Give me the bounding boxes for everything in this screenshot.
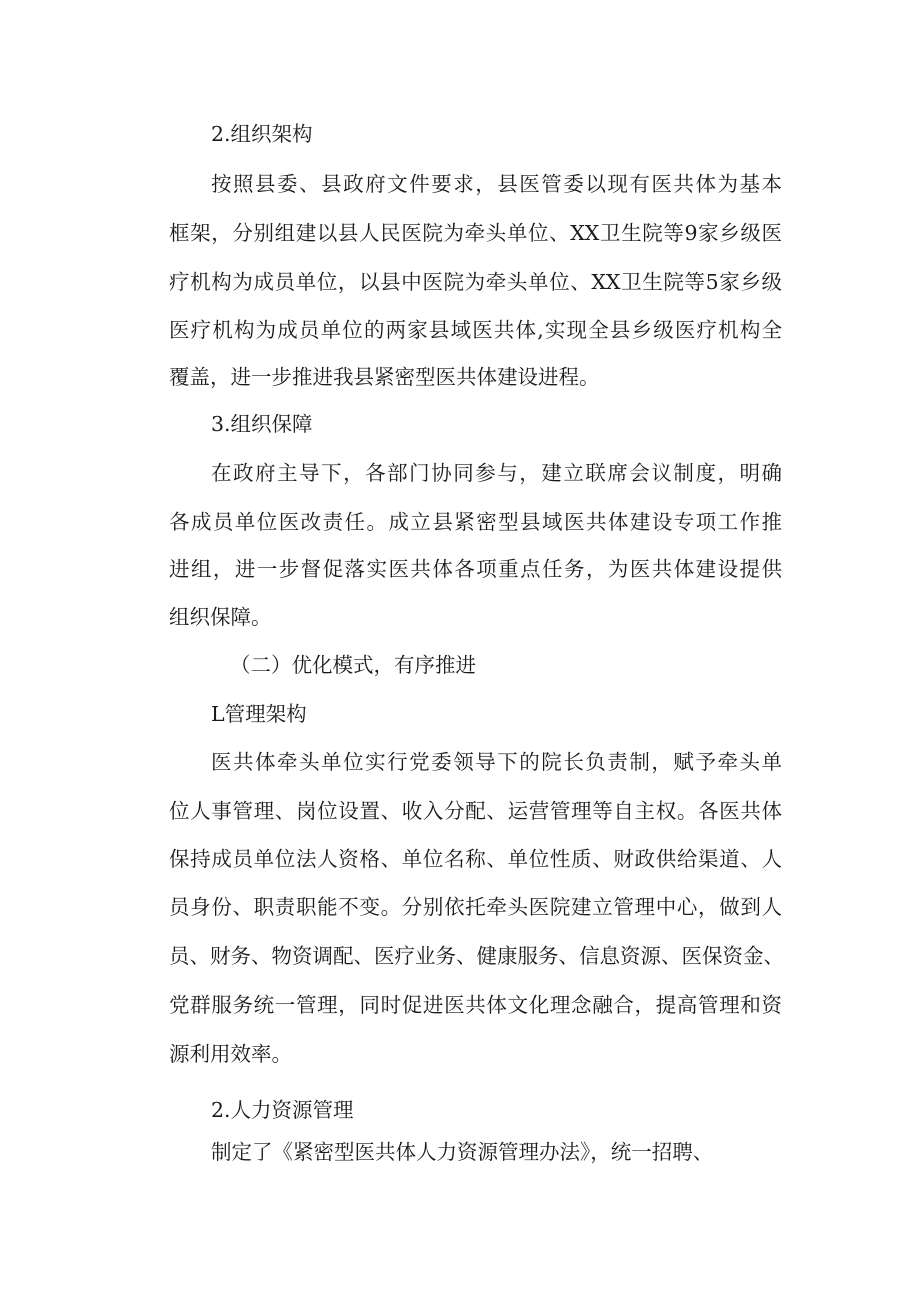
paragraph-line: 在政府主导下，各部门协同参与，建立联席会议制度，明确	[211, 461, 782, 485]
paragraph-line: 按照县委、县政府文件要求，县医管委以现有医共体为基本	[211, 172, 782, 196]
subheading-management-structure: L管理架构	[211, 702, 307, 726]
paragraph-line: 员身份、职责职能不变。分别依托牵头医院建立管理中心，做到人	[169, 895, 782, 919]
paragraph-line: 医疗机构为成员单位的两家县域医共体,实现全县乡级医疗机构全	[169, 318, 782, 342]
paragraph-line: 医共体牵头单位实行党委领导下的院长负责制，赋予牵头单	[211, 750, 782, 774]
paragraph-line: 疗机构为成员单位，以县中医院为牵头单位、XX卫生院等5家乡级	[169, 270, 782, 294]
paragraph-line: 组织保障。	[169, 605, 272, 629]
paragraph-line: 员、财务、物资调配、医疗业务、健康服务、信息资源、医保资金、	[169, 944, 784, 968]
paragraph-line: 源利用效率。	[169, 1042, 292, 1066]
paragraph-line: 框架，分别组建以县人民医院为牵头单位、XX卫生院等9家乡级医	[169, 221, 782, 245]
paragraph-line: 位人事管理、岗位设置、收入分配、运营管理等自主权。各医共体	[169, 799, 782, 823]
paragraph-line: 进组，进一步督促落实医共体各项重点任务，为医共体建设提供	[169, 557, 782, 581]
subheading-organization-structure: 2.组织架构	[211, 122, 313, 146]
paragraph-line: 党群服务统一管理，同时促进医共体文化理念融合，提高管理和资	[169, 993, 782, 1017]
section-title-optimize-model: （二）优化模式，有序推进	[230, 653, 476, 677]
paragraph-line: 各成员单位医改责任。成立县紧密型县域医共体建设专项工作推	[169, 510, 782, 534]
subheading-organization-guarantee: 3.组织保障	[211, 412, 313, 436]
paragraph-line: 覆盖，进一步推进我县紧密型医共体建设进程。	[169, 365, 600, 389]
paragraph-line: 制定了《紧密型医共体人力资源管理办法》，统一招聘、	[211, 1140, 714, 1164]
subheading-human-resources: 2.人力资源管理	[211, 1098, 354, 1122]
paragraph-line: 保持成员单位法人资格、单位名称、单位性质、财政供给渠道、人	[169, 847, 782, 871]
